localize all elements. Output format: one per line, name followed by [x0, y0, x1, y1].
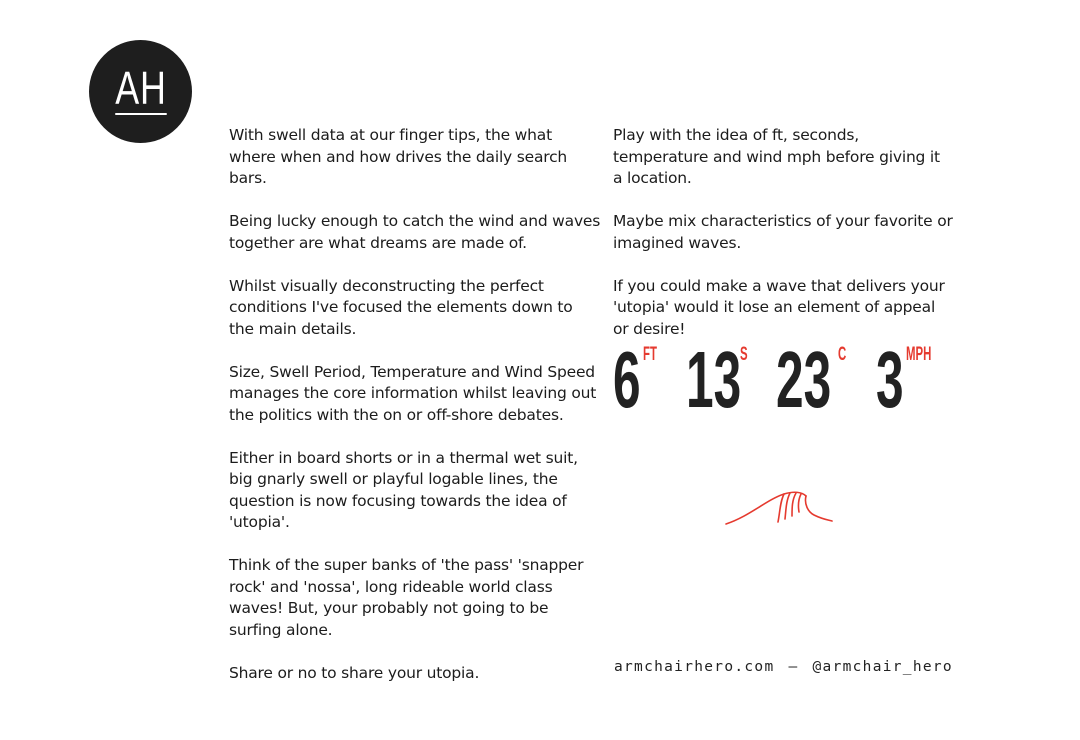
stat-value: 6 [613, 335, 641, 424]
surf-stats [613, 335, 948, 424]
right-column [613, 125, 953, 365]
stat-unit: C [838, 344, 847, 365]
paragraph: Play with the idea of ft, seconds, temperature and wind mph before giving it a location. [613, 126, 940, 187]
paragraph: Whilst visually deconstructing the perfect conditions I've focused the elements down to the main details. [229, 276, 573, 338]
stat-unit: FT [643, 344, 657, 365]
footer [614, 659, 953, 675]
stat-period [686, 335, 776, 424]
paragraph: Share or no to share your utopia. [229, 663, 480, 682]
stat-value: 13 [686, 335, 742, 424]
left-column [229, 125, 601, 706]
paragraph: Think of the super banks of 'the pass' 'snapper rock' and 'nossa', long rideable world class waves! But, your probably not going to be surfing alone. [229, 556, 584, 639]
paragraph: Being lucky enough to catch the wind and waves together are what dreams are made of. [229, 212, 601, 252]
paragraph: With swell data at our finger tips, the what where when and how drives the daily search bars. [229, 126, 568, 187]
stat-unit: MPH [906, 344, 932, 365]
paragraph: Size, Swell Period, Temperature and Wind Speed manages the core information whilst leaving out the politics with the on or off-shore debates. [229, 362, 597, 424]
wave-icon [722, 488, 836, 528]
website-link[interactable]: armchairhero.com [614, 659, 775, 675]
stat-size [613, 335, 686, 424]
stat-temperature [776, 335, 876, 424]
paragraph: Maybe mix characteristics of your favorite or imagined waves. [613, 212, 953, 252]
logo [89, 40, 192, 143]
stat-wind [876, 335, 948, 424]
stat-unit: S [740, 344, 748, 365]
paragraph: If you could make a wave that delivers your 'utopia' would it lose an element of appeal or desire! [613, 276, 945, 338]
stat-value: 23 [776, 335, 832, 424]
logo-text: AH [114, 61, 167, 114]
separator: — [788, 659, 799, 675]
paragraph: Either in board shorts or in a thermal wet suit, big gnarly swell or playful logable lines, the question is now focusing towards the idea of 'utopia'. [229, 448, 578, 531]
social-handle[interactable]: @armchair_hero [812, 659, 953, 675]
stat-value: 3 [876, 335, 904, 424]
